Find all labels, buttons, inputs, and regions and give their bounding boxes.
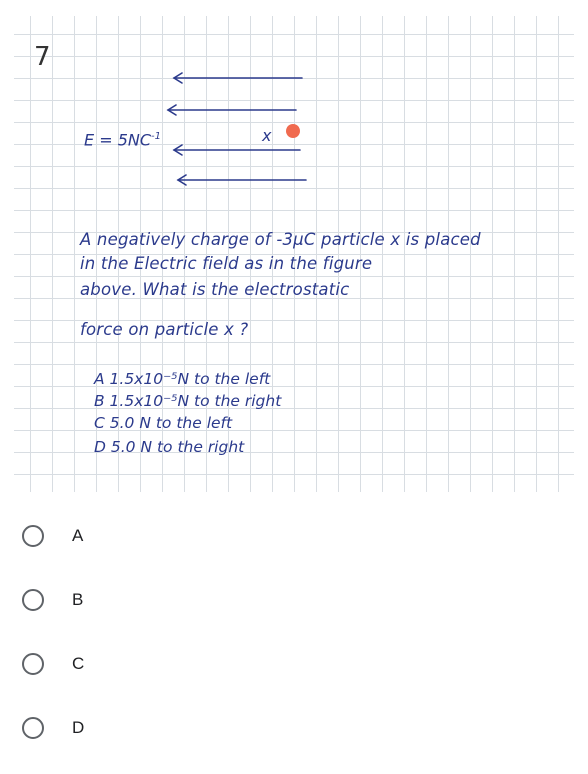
question-text-line-1: A negatively charge of -3μC particle x is placed bbox=[80, 230, 481, 249]
handwritten-option-a: A 1.5x10⁻⁵N to the left bbox=[94, 370, 271, 388]
choice-label: A bbox=[72, 526, 84, 545]
choice-d[interactable] bbox=[22, 708, 84, 748]
question-text-line-4: force on particle x ? bbox=[80, 320, 249, 339]
choice-label: C bbox=[72, 654, 85, 673]
radio-button[interactable] bbox=[22, 589, 44, 611]
radio-button[interactable] bbox=[22, 717, 44, 739]
choice-label: B bbox=[72, 590, 84, 609]
particle-label: x bbox=[262, 126, 272, 145]
field-arrow-4 bbox=[178, 175, 306, 185]
field-label: $E = 5NC^{-1}$ bbox=[84, 130, 161, 150]
question-text-line-2: in the Electric field as in the figure bbox=[80, 254, 373, 273]
question-image bbox=[14, 16, 574, 492]
handwritten-option-c: C 5.0 N to the left bbox=[94, 414, 233, 432]
question-number: 7 bbox=[34, 42, 51, 72]
particle-dot bbox=[286, 124, 300, 138]
choice-c[interactable] bbox=[22, 644, 84, 684]
choice-b[interactable] bbox=[22, 580, 83, 620]
radio-button[interactable] bbox=[22, 525, 44, 547]
field-arrow-1 bbox=[174, 73, 302, 83]
choice-a[interactable] bbox=[22, 516, 83, 556]
handwritten-option-b: B 1.5x10⁻⁵N to the right bbox=[94, 392, 282, 410]
field-arrow-3 bbox=[174, 145, 300, 155]
question-text-line-3: above. What is the electrostatic bbox=[80, 280, 350, 299]
choice-label: D bbox=[72, 718, 85, 737]
radio-button[interactable] bbox=[22, 653, 44, 675]
field-arrow-2 bbox=[168, 105, 296, 115]
handwritten-option-d: D 5.0 N to the right bbox=[94, 438, 245, 456]
